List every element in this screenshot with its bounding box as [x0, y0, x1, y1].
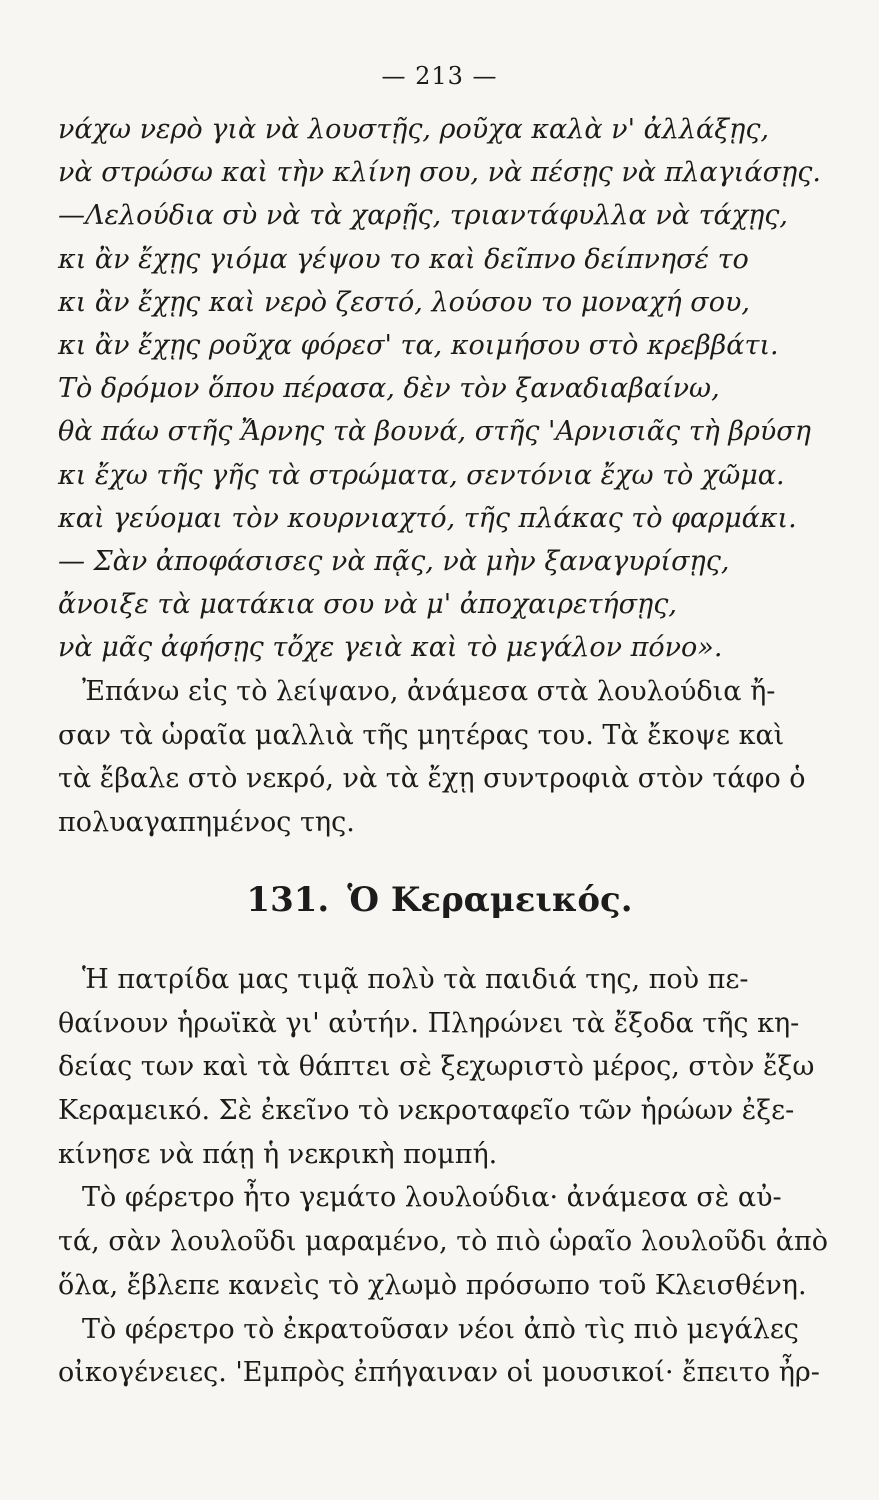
paragraph-line: σαν τὰ ὡραῖα μαλλιὰ τῆς μητέρας του. Τὰ ἔκοψε καὶ [58, 719, 785, 751]
poem-line: κι ἂν ἔχῃς γιόμα γέψου το καὶ δεῖπνο δείπνησέ το [58, 243, 749, 275]
poem-line: κι ἂν ἔχῃς ροῦχα φόρεσ' τα, κοιμήσου στὸ κρεββάτι. [58, 329, 779, 361]
paragraph-lock-of-hair [58, 670, 806, 844]
paragraph-line: Τὸ φέρετρο τὸ ἐκρατοῦσαν νέοι ἀπὸ τὶς πιὸ μεγάλες [82, 1313, 799, 1345]
poem-line: κι ἔχω τῆς γῆς τὰ στρώματα, σεντόνια ἔχω τὸ χῶμα. [58, 459, 785, 491]
page-number: — 213 — [381, 62, 498, 90]
paragraph-line: τὰ ἔβαλε στὸ νεκρό, νὰ τὰ ἔχῃ συντροφιὰ στὸν τάφο ὁ [58, 763, 806, 795]
paragraph-line: οἰκογένειες. 'Εμπρὸς ἐπήγαιναν οἱ μουσικοί· ἔπειτο ἦρ- [58, 1357, 820, 1389]
poem-line: καὶ γεύομαι τὸν κουρνιαχτό, τῆς πλάκας τὸ φαρμάκι. [58, 502, 797, 534]
poem-line: Τὸ δρόμον ὅπου πέρασα, δὲν τὸν ξαναδιαβαίνω, [58, 373, 720, 405]
paragraph-line: πολυαγαπημένος της. [58, 806, 355, 838]
poem-line: — Σὰν ἀποφάσισες νὰ πᾷς, νὰ μὴν ξαναγυρίσῃς, [58, 545, 730, 577]
poem-line: νὰ μᾶς ἀφήσῃς τὄχε γειὰ καὶ τὸ μεγάλον πόνο». [58, 632, 723, 664]
poem-block [58, 108, 838, 669]
poem-line: νάχω νερὸ γιὰ νὰ λουστῇς, ροῦχα καλὰ ν' ἀλλάξῃς, [58, 114, 770, 145]
poem-line: —Λελούδια σὺ νὰ τὰ χαρῇς, τριαντάφυλλα νὰ τάχῃς, [58, 200, 788, 232]
section-heading [0, 880, 879, 920]
paragraph-line: δείας των καὶ τὰ θάπτει σὲ ξεχωριστὸ μέρος, στὸν ἔξω [58, 1051, 815, 1083]
paragraph-line: Ἡ πατρίδα μας τιμᾷ πολὺ τὰ παιδιά της, ποὺ πε- [82, 964, 749, 995]
section-number: 131. [246, 880, 330, 920]
paragraph-line: θαίνουν ἡρωϊκὰ γι' αὐτήν. Πληρώνει τὰ ἔξοδα τῆς κη- [58, 1007, 800, 1039]
poem-line: ἄνοιξε τὰ ματάκια σου νὰ μ' ἀποχαιρετήσῃς, [58, 589, 677, 621]
paragraph-line: τά, σὰν λουλοῦδι μαραμένο, τὸ πιὸ ὡραῖο λουλοῦδι ἀπὸ [58, 1226, 828, 1258]
paragraph-line: Κεραμεικό. Σὲ ἐκεῖνο τὸ νεκροταφεῖο τῶν ἡρώων ἐξε- [58, 1095, 795, 1127]
paragraph-line: Ἐπάνω εἰς τὸ λείψανο, ἀνάμεσα στὰ λουλούδια ἤ- [82, 676, 776, 707]
paragraph-line: ὅλα, ἔβλεπε κανεὶς τὸ χλωμὸ πρόσωπο τοῦ Κλεισθένη. [58, 1269, 807, 1301]
poem-line: θὰ πάω στῆς Ἄρνης τὰ βουνά, στῆς 'Αρνισιᾶς τὴ βρύση [58, 416, 811, 448]
poem-line: κι ἂν ἔχῃς καὶ νερὸ ζεστό, λούσου το μοναχή σου, [58, 286, 750, 318]
section-title: Ὁ Κεραμεικός. [347, 880, 633, 920]
paragraph-line: κίνησε νὰ πάῃ ἡ νεκρικὴ πομπή. [58, 1138, 498, 1170]
poem-line: νὰ στρώσω καὶ τὴν κλίνη σου, νὰ πέσῃς νὰ πλαγιάσῃς. [58, 157, 821, 189]
paragraph-line: Τὸ φέρετρο ἦτο γεμάτο λουλούδια· ἀνάμεσα σὲ αὐ- [82, 1182, 782, 1214]
paragraph-kerameikos [58, 958, 828, 1395]
